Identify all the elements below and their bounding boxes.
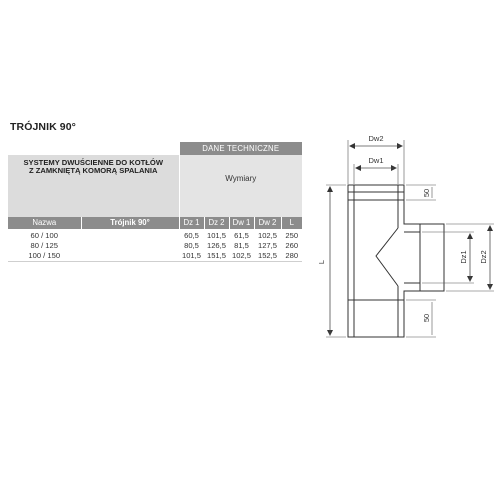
cell-dz2: 151,5 bbox=[204, 251, 229, 262]
dim-top-50: 50 bbox=[422, 188, 431, 198]
col-l: L bbox=[281, 217, 302, 229]
cell-l: 250 bbox=[281, 231, 302, 241]
cell-dz1: 101,5 bbox=[179, 251, 204, 262]
dim-bottom-50: 50 bbox=[422, 313, 431, 323]
cell-nazwa: 80 / 125 bbox=[30, 241, 58, 251]
cell-dw2: 127,5 bbox=[254, 241, 281, 251]
dim-l: L bbox=[317, 259, 326, 265]
cell-nazwa: 100 / 150 bbox=[8, 251, 81, 262]
cell-l: 280 bbox=[281, 251, 302, 262]
dane-techniczne-header: DANE TECHNICZNE bbox=[179, 142, 302, 155]
cell-dw2: 102,5 bbox=[254, 231, 281, 241]
cell-dz2: 101,5 bbox=[204, 231, 229, 241]
cell-nazwa: 60 / 100 bbox=[30, 231, 58, 241]
col-nazwa: Nazwa bbox=[8, 217, 81, 229]
page-title: TRÓJNIK 90° bbox=[10, 121, 76, 133]
col-dz1: Dz 1 bbox=[179, 217, 204, 229]
col-dw2: Dw 2 bbox=[254, 217, 281, 229]
cell-dz2: 126,5 bbox=[204, 241, 229, 251]
tee-cone bbox=[376, 228, 398, 286]
wymiary-label: Wymiary bbox=[179, 155, 302, 217]
dim-dw2: Dw2 bbox=[368, 134, 384, 143]
cell-dz1: 60,5 bbox=[179, 231, 204, 241]
col-dz2: Dz 2 bbox=[204, 217, 229, 229]
col-product: Trójnik 90° bbox=[81, 217, 179, 229]
col-dw1: Dw 1 bbox=[229, 217, 254, 229]
cell-dw1: 61,5 bbox=[229, 231, 254, 241]
system-line-1: SYSTEMY DWUŚCIENNE DO KOTŁÓW bbox=[23, 158, 163, 167]
cell-dw1: 81,5 bbox=[229, 241, 254, 251]
dimension-lines bbox=[326, 140, 494, 337]
cell-l: 260 bbox=[281, 241, 302, 251]
dim-dw1: Dw1 bbox=[368, 156, 384, 165]
cell-dw2: 152,5 bbox=[254, 251, 281, 262]
dim-dz2: Dz2 bbox=[479, 250, 488, 264]
cell-dw1: 102,5 bbox=[229, 251, 254, 262]
dim-dz1: Dz1 bbox=[459, 250, 468, 264]
system-line-2: Z ZAMKNIĘTĄ KOMORĄ SPALANIA bbox=[28, 165, 158, 175]
cell-dz1: 80,5 bbox=[179, 241, 204, 251]
